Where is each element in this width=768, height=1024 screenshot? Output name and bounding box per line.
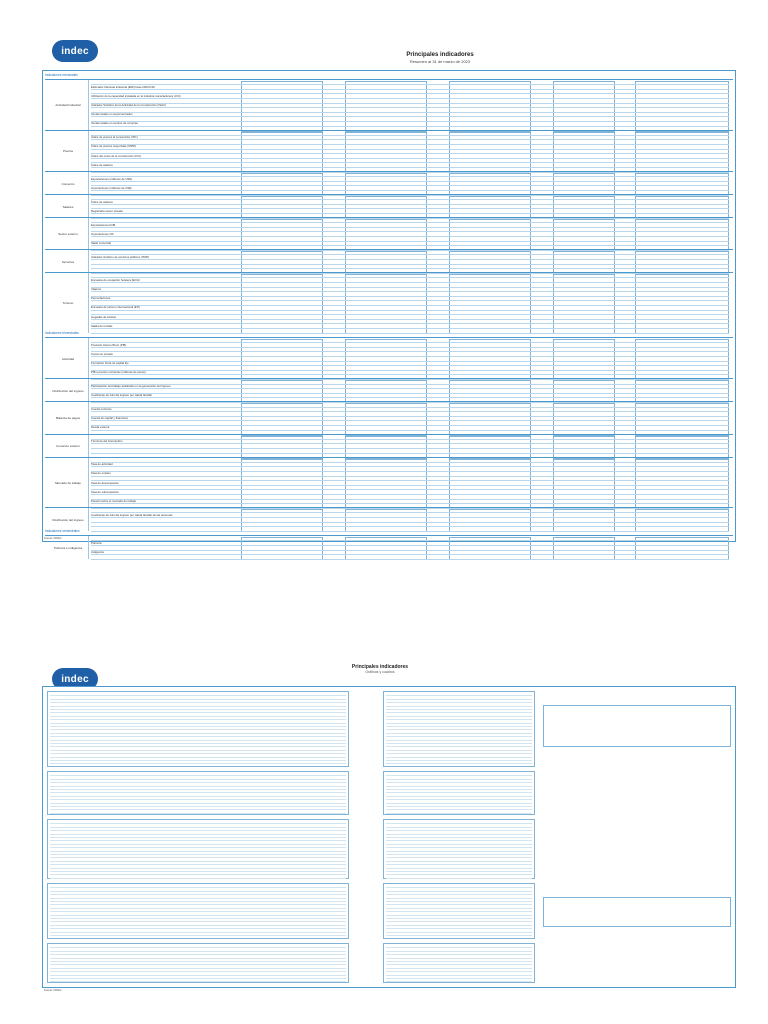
group-label: Servicios	[48, 250, 89, 273]
indicator-group	[45, 194, 733, 218]
table-row	[91, 328, 729, 333]
detail-tables	[42, 686, 736, 988]
row-label: Tasa de empleo	[91, 471, 111, 476]
row-label: Indigencia	[91, 549, 104, 554]
row-label: Índice del costo de la construcción (ICC)	[91, 153, 142, 158]
detail-table	[383, 943, 535, 983]
page-2	[30, 656, 736, 996]
table-row	[386, 760, 532, 764]
row-label: Pobreza	[91, 540, 102, 545]
row-label: Consumo privado	[91, 351, 113, 356]
row-label: Importaciones CIF	[91, 231, 114, 236]
table-row	[50, 760, 346, 764]
table-row	[386, 874, 532, 878]
row-label: Cuenta de capital y financiera	[91, 416, 128, 421]
row-label: Participación del trabajo asalariado en la generación del ingreso	[91, 383, 171, 388]
row-label: Tasa de subocupación	[91, 489, 119, 494]
group-label: Comercio	[48, 172, 89, 195]
page-title: Principales indicadores	[406, 52, 474, 58]
detail-table	[47, 943, 349, 983]
row-label: Coeficiente de Gini del ingreso per cápita familiar de las personas	[91, 512, 173, 517]
indec-logo: indec	[52, 40, 98, 62]
row-label: Índice de precios al consumidor (IPC)	[91, 135, 138, 140]
row-label: Cuenta corriente	[91, 406, 112, 411]
table-row	[50, 932, 346, 936]
group-label: Comercio exterior	[48, 435, 89, 458]
group-label: Pobreza e indigencia	[48, 536, 89, 559]
section-title: Indicadores trimestrales	[45, 331, 79, 335]
indicator-group	[45, 535, 733, 559]
table-row	[50, 978, 346, 982]
row-label: Formación bruta de capital fijo	[91, 361, 129, 365]
table-row	[91, 555, 729, 560]
row-label: Llegadas de turistas	[91, 314, 117, 319]
row-label: Viajeros	[91, 286, 102, 291]
group-label: Mercado de trabajo	[48, 458, 89, 509]
row-label: Índice de salarios	[91, 162, 113, 167]
indicator-group	[45, 378, 733, 402]
row-label: Saldo comercial	[91, 241, 111, 245]
group-label: Distribución del ingreso	[48, 508, 89, 531]
row-label: Presión sobre el mercado de trabajo	[91, 498, 137, 503]
group-label: Distribución del ingreso	[48, 379, 89, 402]
row-label: Exportaciones (millones de US$)	[91, 176, 132, 181]
indicators-table	[42, 70, 736, 554]
row-label: Índice de salarios	[91, 199, 113, 204]
row-label: Ventas totales en supermercados	[91, 112, 133, 117]
row-label: Exportaciones FOB	[91, 222, 116, 227]
group-label: Turismo	[48, 273, 89, 333]
row-label: Estimador Mensual Industrial (EMI) base 2004=100	[91, 84, 155, 89]
footnote: Fuente: INDEC	[44, 537, 62, 540]
row-label: Utilización de la capacidad instalada en la industria manufacturera (UCI)	[91, 93, 181, 98]
side-table	[543, 897, 731, 927]
detail-table	[383, 771, 535, 815]
row-label: Pernoctaciones	[91, 296, 111, 301]
row-label: Índice de precios mayoristas (SIPM)	[91, 144, 136, 149]
indicator-group	[45, 401, 733, 434]
row-label: Tasa de actividad	[91, 462, 113, 467]
row-label: Términos del intercambio	[91, 439, 123, 444]
page-subtitle: Resumen al 31 de marzo de 2023	[409, 59, 471, 64]
row-label: Indicador sintético de servicios públicos (ISSP)	[91, 254, 150, 259]
table-row	[386, 932, 532, 936]
detail-table	[47, 819, 349, 879]
side-table	[543, 705, 731, 747]
table-row	[91, 527, 729, 532]
table-row	[50, 874, 346, 878]
page-1	[30, 28, 736, 554]
row-label: Deuda externa	[91, 425, 110, 430]
group-label: Precios	[48, 131, 89, 172]
indicator-group	[45, 130, 733, 172]
footnote: Fuente: INDEC	[44, 989, 62, 992]
row-label: Producto Interno Bruto (PIB)	[91, 342, 127, 347]
row-label: Coeficiente de Gini del ingreso per cápita familiar	[91, 393, 152, 398]
row-label: Encuesta de ocupación hotelera (EOH)	[91, 277, 140, 282]
indicator-group	[45, 434, 733, 458]
group-label: Sector externo	[48, 218, 89, 250]
indicator-group	[45, 457, 733, 509]
detail-table	[383, 819, 535, 879]
section-title: Indicadores semestrales	[45, 529, 80, 534]
detail-table	[47, 771, 349, 815]
table-row	[386, 978, 532, 982]
indec-logo: indec	[52, 668, 98, 690]
row-label: Importaciones (millones de US$)	[91, 185, 132, 190]
page-title: Principales indicadores	[351, 664, 409, 670]
row-label: Tasa de desocupación	[91, 480, 119, 485]
indicator-group	[45, 171, 733, 195]
detail-table	[47, 691, 349, 767]
indicator-group	[45, 217, 733, 250]
section-title: Indicadores mensuales	[45, 73, 78, 77]
detail-table	[383, 883, 535, 939]
group-label: Actividad Industrial	[48, 80, 89, 131]
row-label: Registrado sector privado	[91, 208, 123, 213]
row-label: Salida de turistas	[91, 323, 113, 328]
row-label: Indicador Sintético de la Actividad de la Construcción (ISAC)	[91, 103, 166, 107]
page-subtitle: Gráficos y cuadros	[365, 670, 395, 674]
group-label: Salarios	[48, 195, 89, 218]
indicator-group	[45, 272, 733, 333]
row-label: PIB a precios corrientes (millones de pesos)	[91, 370, 146, 375]
detail-table	[383, 691, 535, 767]
table-row	[50, 809, 346, 813]
row-label: Encuesta de turismo internacional (ETI)	[91, 305, 141, 310]
indicator-group	[45, 337, 733, 379]
row-label: Ventas totales en centros de compras	[91, 121, 138, 126]
detail-table	[47, 883, 349, 939]
indicator-group	[45, 79, 733, 131]
indicator-group	[45, 249, 733, 273]
group-label: Actividad	[48, 338, 89, 379]
table-row	[386, 809, 532, 813]
group-label: Balanza de pagos	[48, 402, 89, 434]
